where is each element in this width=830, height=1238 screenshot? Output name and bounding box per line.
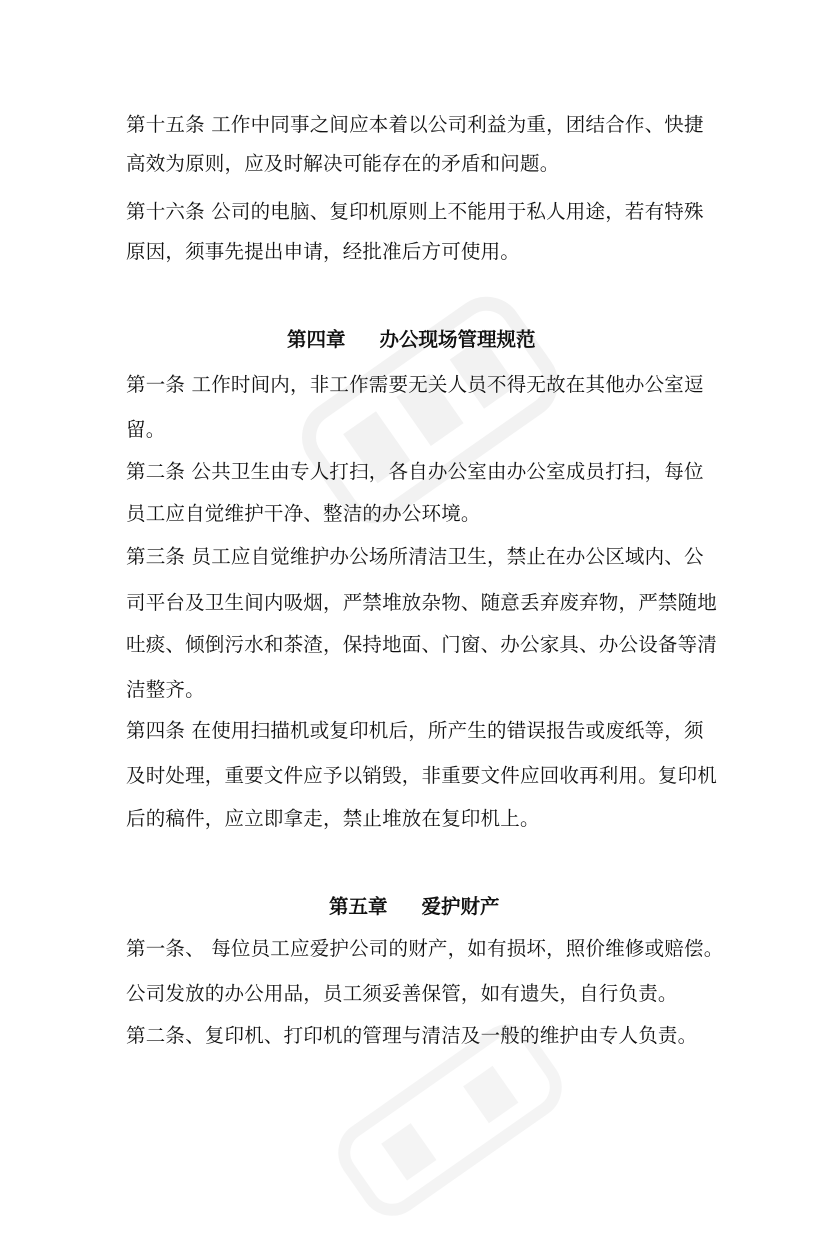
chapter-5-number: 第五章: [329, 895, 388, 918]
article-16-line-1: 第十六条 公司的电脑、复印机原则上不能用于私人用途，若有特殊: [126, 200, 704, 223]
ch4-article-2-line-1: 第二条 公共卫生由专人打扫，各自办公室由办公室成员打扫，每位: [126, 460, 704, 483]
chapter-4-number: 第四章: [287, 328, 346, 351]
ch4-article-4-line-1: 第四条 在使用扫描机或复印机后，所产生的错误报告或废纸等，须: [126, 719, 704, 742]
ch5-article-1-line-2: 公司发放的办公用品，员工须妥善保管，如有遗失，自行负责。: [126, 982, 678, 1005]
chapter-4-heading: [287, 326, 536, 354]
chapter-5-title: 爱护财产: [421, 895, 500, 918]
article-16-line-2: 原因，须事先提出申请，经批准后方可使用。: [126, 240, 521, 263]
ch4-article-3-line-3: 吐痰、倾倒污水和茶渣，保持地面、门窗、办公家具、办公设备等清: [126, 633, 718, 656]
ch4-article-3-line-2: 司平台及卫生间内吸烟，严禁堆放杂物、随意丢弃废弃物，严禁随地: [126, 591, 718, 614]
ch4-article-3-line-1: 第三条 员工应自觉维护办公场所清洁卫生，禁止在办公区域内、公: [126, 545, 704, 568]
chapter-5-heading: [329, 893, 500, 921]
ch4-article-1-line-1: 第一条 工作时间内，非工作需要无关人员不得无故在其他办公室逗: [126, 373, 704, 396]
ch4-article-4-line-2: 及时处理，重要文件应予以销毁，非重要文件应回收再利用。复印机: [126, 764, 718, 787]
article-15-line-1: 第十五条 工作中同事之间应本着以公司利益为重，团结合作、快捷: [126, 113, 704, 136]
ch5-article-1-line-1: 第一条、 每位员工应爱护公司的财产，如有损坏，照价维修或赔偿。: [126, 937, 724, 960]
chapter-4-title: 办公现场管理规范: [379, 328, 536, 351]
ch4-article-2-line-2: 员工应自觉维护干净、整洁的办公环境。: [126, 502, 481, 525]
ch4-article-4-line-3: 后的稿件，应立即拿走，禁止堆放在复印机上。: [126, 807, 540, 830]
article-15-line-2: 高效为原则，应及时解决可能存在的矛盾和问题。: [126, 152, 560, 175]
ch5-article-2-line-1: 第二条、复印机、打印机的管理与清洁及一般的维护由专人负责。: [126, 1024, 698, 1047]
ch4-article-3-line-4: 洁整齐。: [126, 678, 205, 701]
ch4-article-1-line-2: 留。: [126, 418, 166, 441]
